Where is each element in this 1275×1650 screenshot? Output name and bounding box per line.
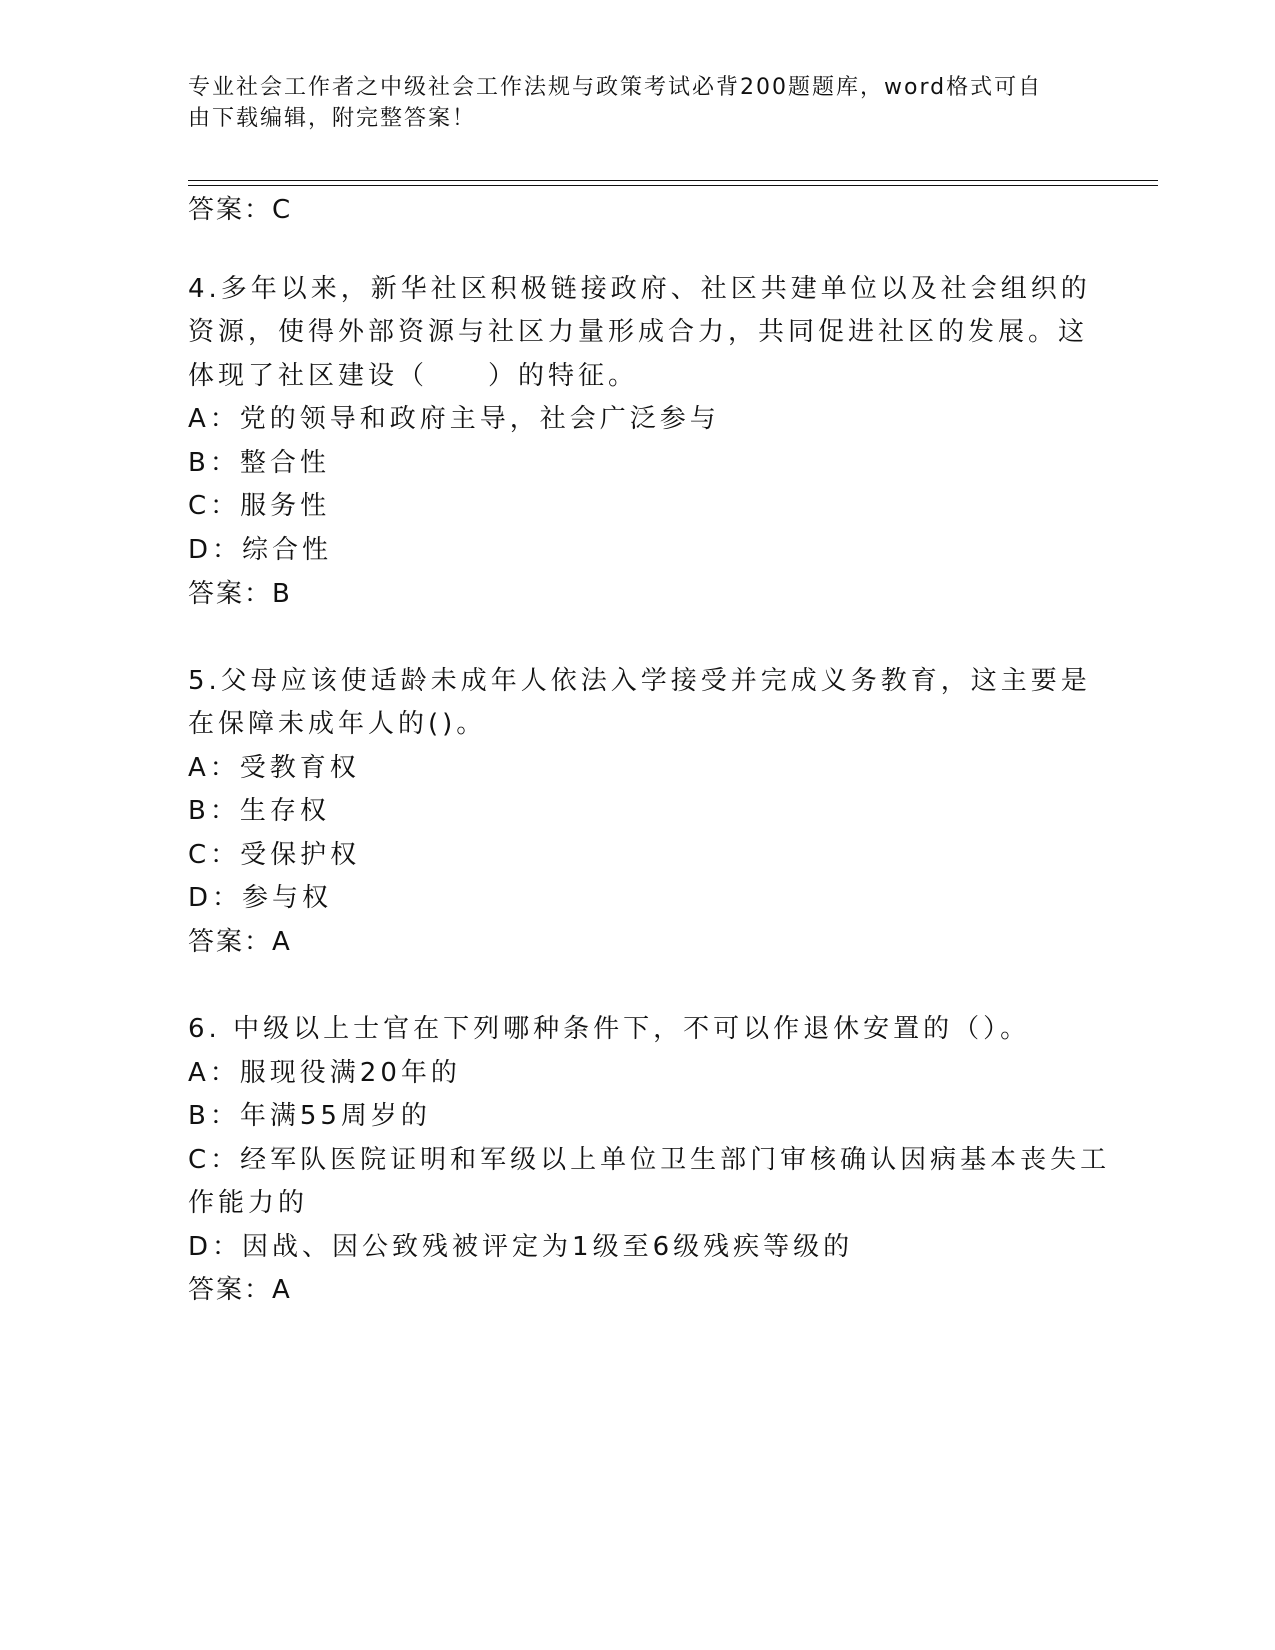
header-divider-bottom xyxy=(188,185,1158,186)
option-c: C：受保护权 xyxy=(188,840,361,870)
header-line-1: 专业社会工作者之中级社会工作法规与政策考试必背200题题库，word格式可自 xyxy=(188,75,1043,100)
answer: 答案：A xyxy=(188,1275,292,1305)
option-d: D：因战、因公致残被评定为1级至6级残疾等级的 xyxy=(188,1232,854,1262)
question-stem-line: 5.父母应该使适龄未成年人依法入学接受并完成义务教育，这主要是 xyxy=(188,666,1091,696)
option-b: B：生存权 xyxy=(188,796,330,826)
option-c: C：服务性 xyxy=(188,491,331,521)
option-b: B：整合性 xyxy=(188,448,330,478)
question-stem-line: 资源，使得外部资源与社区力量形成合力，共同促进社区的发展。这 xyxy=(188,317,1089,347)
question-stem-line: 在保障未成年人的()。 xyxy=(188,709,487,739)
answer: 答案：A xyxy=(188,927,292,957)
option-b: B：年满55周岁的 xyxy=(188,1101,431,1131)
document-header xyxy=(188,72,1068,134)
option-a: A：受教育权 xyxy=(188,753,360,783)
option-a: A：党的领导和政府主导，社会广泛参与 xyxy=(188,404,720,434)
header-line-2: 由下载编辑，附完整答案！ xyxy=(188,106,477,131)
option-c-continued: 作能力的 xyxy=(188,1188,309,1218)
option-d: D：参与权 xyxy=(188,883,333,913)
option-c: C：经军队医院证明和军级以上单位卫生部门审核确认因病基本丧失工 xyxy=(188,1145,1111,1175)
question-stem-line: 体现了社区建设（ ）的特征。 xyxy=(188,361,639,391)
option-d: D：综合性 xyxy=(188,535,333,565)
answer: 答案：B xyxy=(188,579,292,609)
option-a: A：服现役满20年的 xyxy=(188,1058,461,1088)
question-stem-line: 6. 中级以上士官在下列哪种条件下，不可以作退休安置的（）。 xyxy=(188,1014,1031,1044)
question-stem-line: 4.多年以来，新华社区积极链接政府、社区共建单位以及社会组织的 xyxy=(188,274,1091,304)
header-divider-top xyxy=(188,180,1158,181)
previous-answer: 答案：C xyxy=(188,195,293,225)
